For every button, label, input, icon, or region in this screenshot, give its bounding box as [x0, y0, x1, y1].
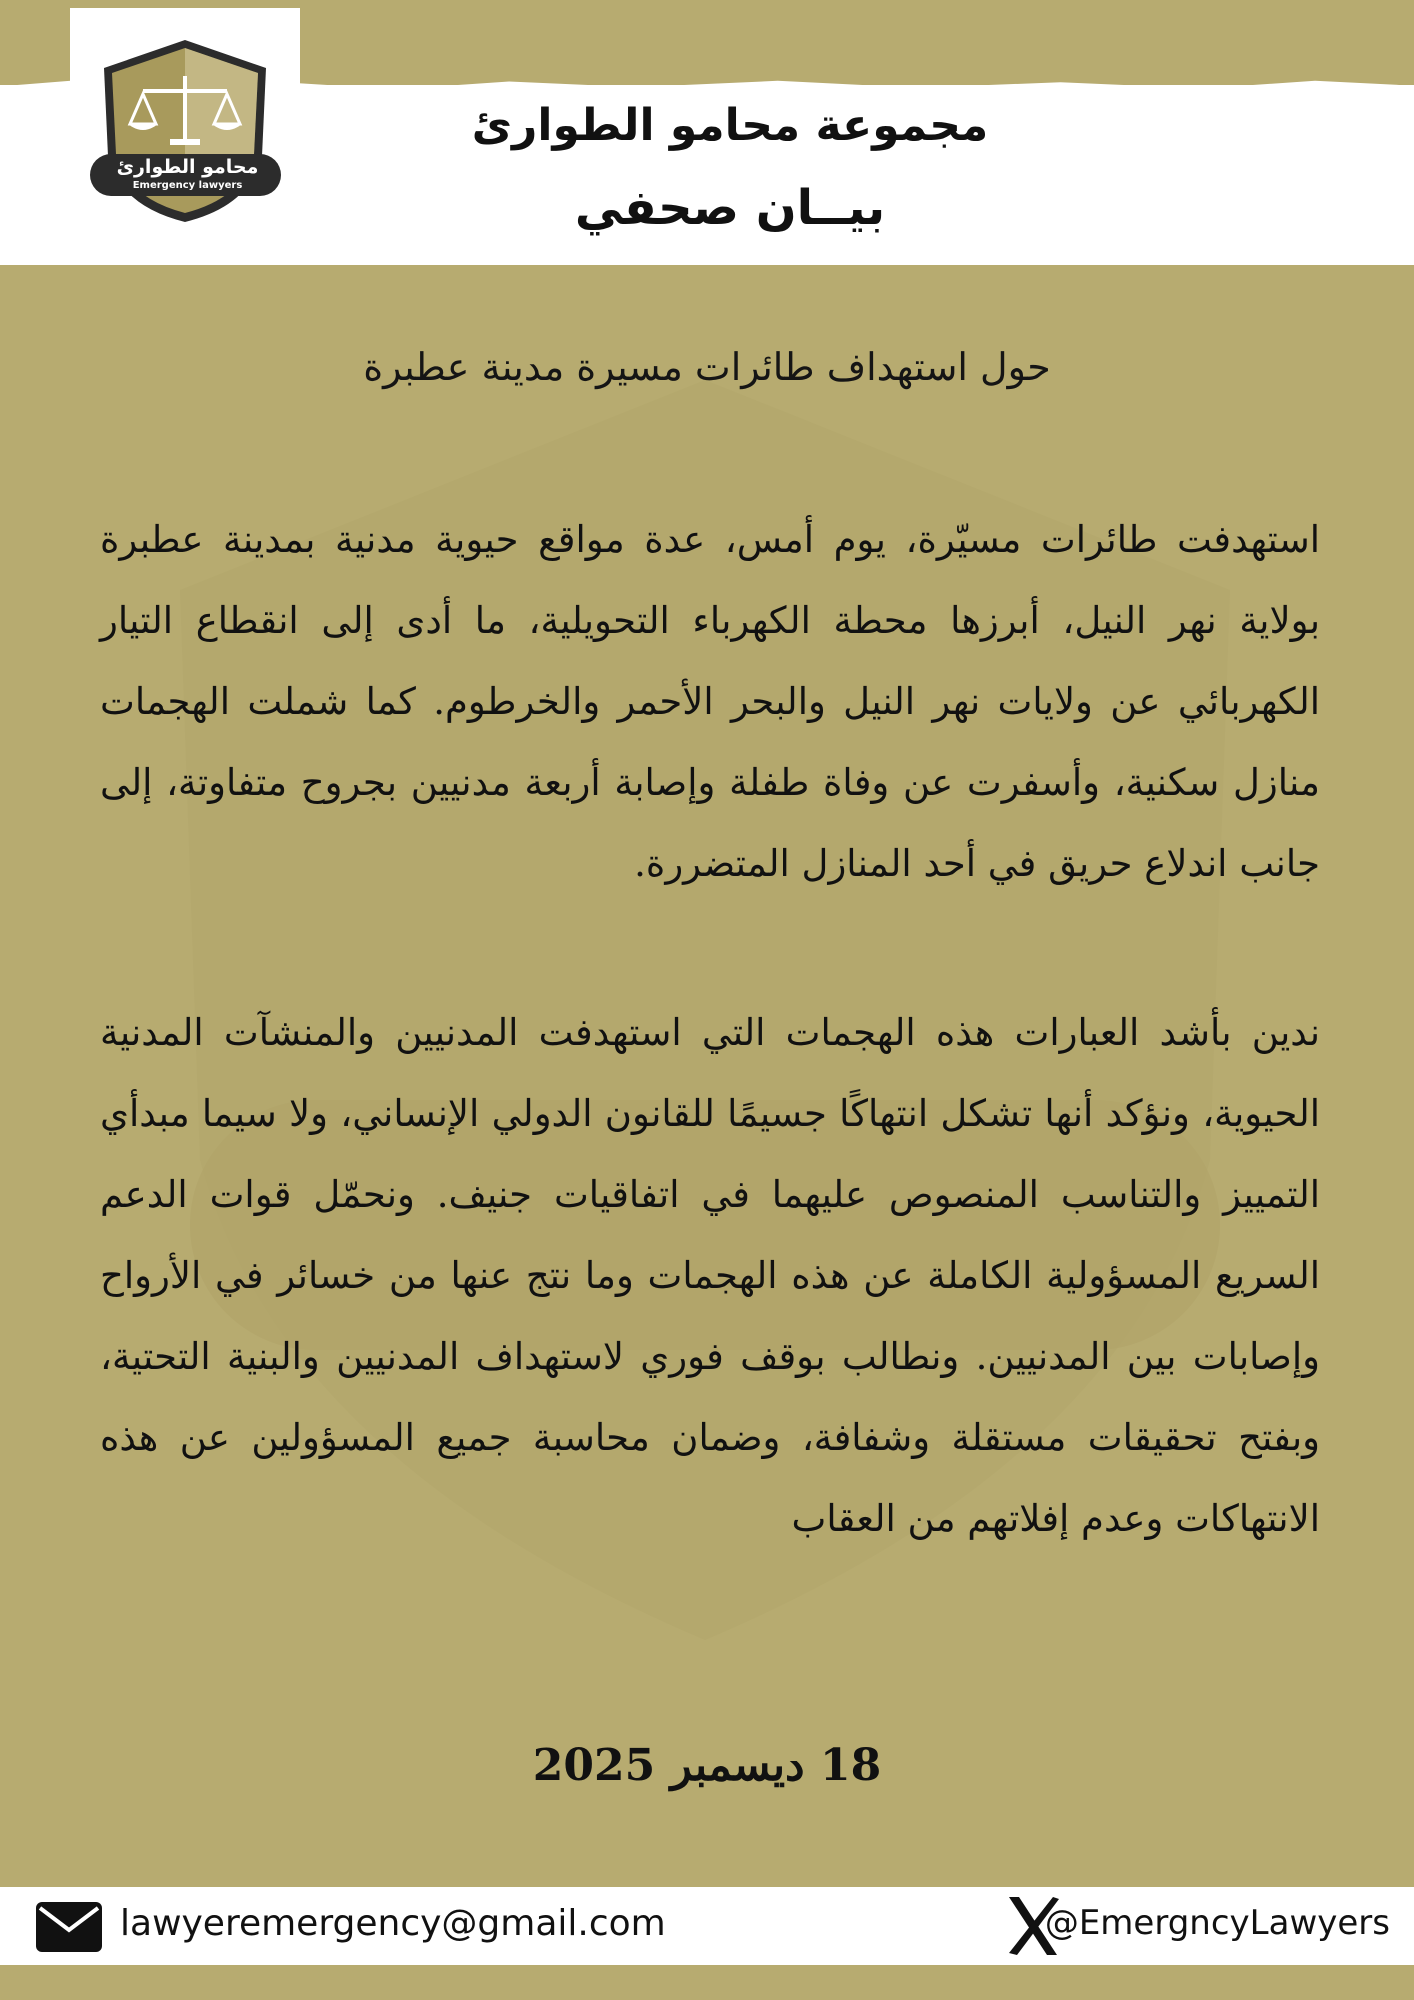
- logo-text-ar: محامو الطوارئ: [116, 156, 259, 178]
- document-type-title: بيــان صحفي: [574, 180, 886, 236]
- statement-date: 18 ديسمبر 2025: [532, 1740, 882, 1791]
- contact-footer: [0, 1887, 1414, 1965]
- organization-name: مجموعة محامو الطوارئ: [471, 100, 989, 151]
- logo: [70, 8, 300, 223]
- statement-paragraph-1: استهدفت طائرات مسيّرة، يوم أمس، عدة مواقع حيوية مدنية بمدينة عطبرة بولاية نهر النيل، أبرزها محطة الكهرباء التحويلية، ما أدى إلى انقطاع التيار الكهربائي عن ولايات نهر النيل والبحر الأحمر والخرطوم. كما شملت الهجمات منازل سكنية، وأسفرت عن وفاة طفلة وإصابة أربعة مدنيين بجروح متفاوتة، إلى جانب اندلاع حريق في أحد المنازل المتضررة.: [100, 518, 1320, 885]
- x-handle-link[interactable]: @EmergncyLawyers: [1044, 1903, 1390, 1943]
- statement-subject: حول استهداف طائرات مسيرة مدينة عطبرة: [363, 345, 1051, 389]
- envelope-icon: [36, 1902, 102, 1952]
- logo-text-en: Emergency lawyers: [132, 180, 243, 191]
- contact-email-link[interactable]: lawyeremergency@gmail.com: [120, 1903, 666, 1944]
- scales-shield-icon: [88, 36, 283, 226]
- statement-paragraph-2: ندين بأشد العبارات هذه الهجمات التي استهدفت المدنيين والمنشآت المدنية الحيوية، ونؤكد أنها تشكل انتهاكًا جسيمًا للقانون الدولي الإنساني، ولا سيما مبدأي التمييز والتناسب المنصوص عليهما في اتفاقيات جنيف. ونحمّل قوات الدعم السريع المسؤولية الكاملة عن هذه الهجمات وما نتج عنها من خسائر في الأرواح وإصابات بين المدنيين. ونطالب بوقف فوري لاستهداف المدنيين والبنية التحتية، وبفتح تحقيقات مستقلة وشفافة، وضمان محاسبة جميع المسؤولين عن هذه الانتهاكات وعدم إفلاتهم من العقاب: [100, 1011, 1320, 1540]
